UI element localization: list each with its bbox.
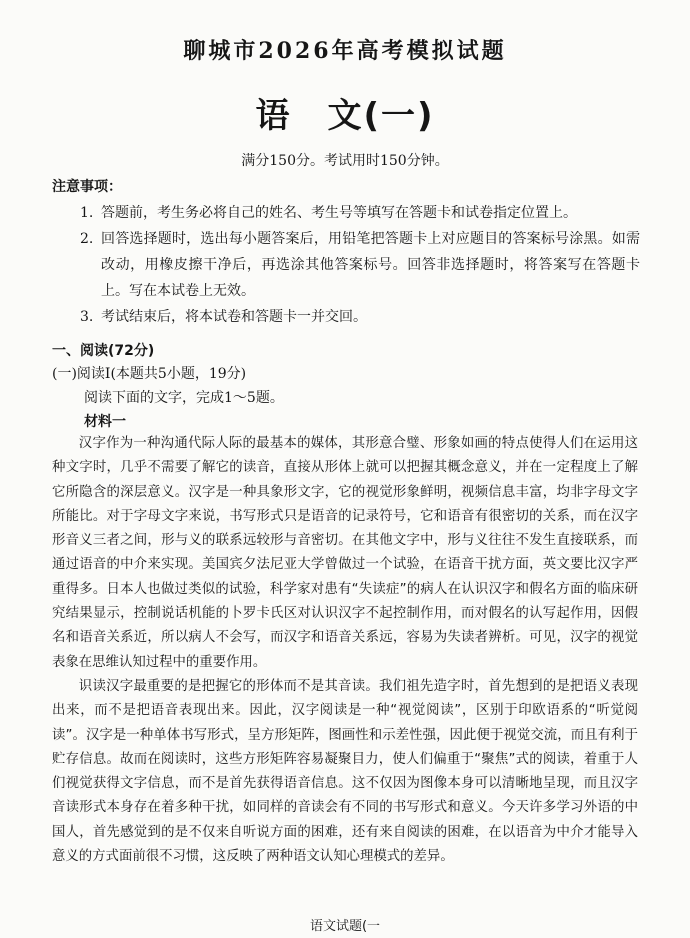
reading-passage <box>52 432 638 869</box>
notice-heading: 注意事项： <box>52 179 122 195</box>
notice-item <box>80 304 640 330</box>
part-heading: (一)阅读Ⅰ(本题共5小题，19分) <box>52 366 247 382</box>
notice-item <box>80 200 640 226</box>
passage-paragraph: 识读汉字最重要的是把握它的形体而不是其音读。我们祖先造字时，首先想到的是把语义表现出来，而不是把语音表现出来。因此，汉字阅读是一种“视觉阅读”，区别于印欧语系的“听觉阅读”。汉字是一种单体书写形式，呈方形矩阵，图画性和示差性强，因此便于视觉交流，而且有利于贮存信息。故而在阅读时，这些方形矩阵容易凝聚目力，使人们偏重于“聚焦”式的阅读，着重于人们视觉获得文字信息，而不是首先获得语音信息。这不仅因为图像本身可以清晰地呈现，而且汉字音读形式本身存在着多种干扰，如同样的音读会有不同的书写形式和意义。今天许多学习外语的中国人，首先感觉到的是不仅来自听说方面的困难，还有来自阅读的困难，在以语音为中介才能导入意义的方式面前很不习惯，这反映了两种语文认知心理模式的差异。 <box>52 678 638 865</box>
notice-item-number: 2. <box>80 231 94 247</box>
exam-title: 聊城市2026年高考模拟试题 <box>183 38 507 64</box>
notice-item <box>80 226 640 304</box>
subject-title: 语 文(一) <box>255 96 435 136</box>
section-heading: 一、阅读(72分) <box>52 343 155 359</box>
material-title: 材料一 <box>84 414 126 430</box>
notice-item-number: 1. <box>80 205 94 221</box>
page-footer: 语文试题(一 <box>309 919 381 934</box>
passage-paragraph: 汉字作为一种沟通代际人际的最基本的媒体，其形意合璧、形象如画的特点使得人们在运用这种文字时，几乎不需要了解它的读音，直接从形体上就可以把握其概念意义，并在一定程度上了解它所隐含的深层意义。汉字是一种具象形文字，它的视觉形象鲜明，视频信息丰富，均非字母文字所能比。对于字母文字来说，书写形式只是语音的记录符号，它和语音有很密切的关系，而在汉字形音义三者之间，形与义的联系远较形与音密切。在其他文字中，形与义往往不发生直接联系，而通过语音的中介来实现。美国宾夕法尼亚大学曾做过一个试验，在语音干扰方面，英文要比汉字严重得多。日本人也做过类似的试验，科学家对患有“失读症”的病人在认识汉字和假名方面的临床研究结果显示，控制说话机能的卜罗卡氏区对认识汉字不起控制作用，而对假名的认写起作用，因假名和语音关系近，所以病人不会写，而汉字和语音关系远，容易为失读者辨析。可见，汉字的视觉表象在思维认知过程中的重要作用。 <box>52 436 638 670</box>
notice-item-text: 答题前，考生务必将自己的姓名、考生号等填写在答题卡和试卷指定位置上。 <box>101 205 577 221</box>
notice-list <box>80 200 640 330</box>
reading-instruction: 阅读下面的文字，完成1～5题。 <box>84 390 284 406</box>
exam-meta: 满分150分。考试用时150分钟。 <box>241 153 449 169</box>
notice-item-text: 回答选择题时，选出每小题答案后，用铅笔把答题卡上对应题目的答案标号涂黑。如需改动，用橡皮擦干净后，再选涂其他答案标号。回答非选择题时，将答案写在答题卡上。写在本试卷上无效。 <box>101 231 640 299</box>
notice-item-text: 考试结束后，将本试卷和答题卡一并交回。 <box>101 309 367 325</box>
notice-item-number: 3. <box>80 309 94 325</box>
